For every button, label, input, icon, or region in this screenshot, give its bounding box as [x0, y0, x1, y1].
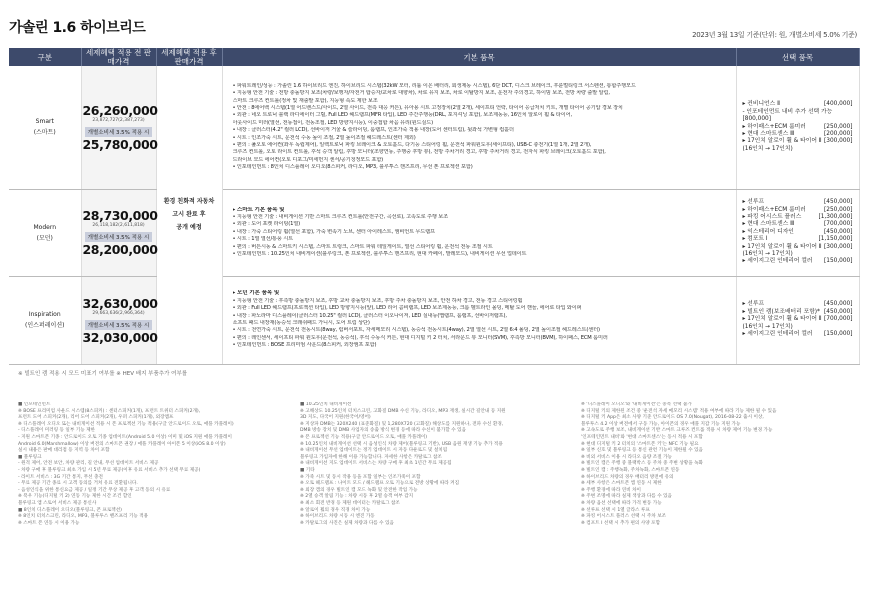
- note-line: ※ 일부 신호 및 블루링크 등 통신 관련 기능이 제한될 수 있음: [581, 448, 703, 454]
- note-line: ※ 비외 서비스 이용 시 라디오 음량 조절 가능: [581, 454, 672, 460]
- price-before-breakdown: 29,663,636(2,966,364): [92, 310, 145, 316]
- basic-item: • 편의 : 풀오토 에어컨(좌우 독립제어), 일렉트로닉 파킹 브레이크 & 오토홀드, 다기능 스티어링 휠, 운전석 파워윈도우(세이프티), USB-C 충전기(1열 1개, 2열 2개),: [232, 142, 592, 149]
- note-line: ※ 파킹 어시스트 플러스 선택 시 주차 보조: [581, 514, 667, 520]
- note-line: ※ 디지털 키 App은 최소 사양 기준 안드로이드 OS 7.0(Nougat), 2016-08-22 출시 이상,: [581, 415, 764, 421]
- note-line: DMB 방송 장치 및 DMB 사업자의 송출 방식 변경 등에 따라 수신이 불가할 수 있음: [300, 428, 467, 434]
- basic-items-cell: [222, 189, 736, 276]
- note-line: ※ 현대 디지털 키 2 터치의 '스마트폰 키'는 NFC 기능 필요: [581, 441, 699, 447]
- option-item: ▸ 하이패스+ECM 룸미러 [250,000]: [742, 206, 853, 213]
- notes-column-3: [581, 402, 859, 527]
- header-price-after: 세제혜택 적용 후 판매가격: [156, 48, 222, 66]
- note-line: '인포테인먼트 내비'와 '현대 스마트센스'는 동시 적용 시 포함: [581, 434, 703, 440]
- note-line: - 디스플레이 미러링 등 일부 기능 제한: [18, 428, 95, 434]
- note-line: - 원격 제어, 안전 보안, 차량 관리, 길 안내, 무선 업데이트 서비스 제공: [18, 461, 159, 467]
- basic-item: • 파워트레인/성능 : 가솔린 1.6 하이브리드 엔진, 하이브리드 시스템(32kW 모터, 리튬 이온 배터리, 회생제동 시스템), 6단 DCT, 디스크 브레이크, 후륜멀티링크 서스펜션, 통합주행모드: [232, 82, 636, 89]
- note-line: ※ 하이브리드 차량 시동 시 엔진 가동: [300, 514, 375, 520]
- table-footnote: ※ 빌트인 캠 적용 시 모드 미표기 여부를 ※ HEV 배지 부품추가 여부를: [18, 371, 188, 377]
- option-item: (16인치 → 17인치): [742, 323, 793, 330]
- option-item: (16인치 → 17인치): [742, 145, 793, 152]
- note-line: 블루링크 앱 스토어 서비스 제공 통신사: [18, 500, 97, 506]
- header-option-items: 선택 품목: [736, 48, 859, 66]
- note-line: ※ 폰 프로젝션 기능 적용(구글 안드로이드 오토, 애플 카플레이): [300, 434, 428, 440]
- note-line: ※ 차량 옵션 선택에 따라 가격 변동 가능: [581, 500, 662, 506]
- option-item: ▸ 세이지그린 인테리어 컬러 [150,000]: [742, 258, 853, 265]
- option-item: ▸ 선루프 [450,000]: [742, 301, 853, 308]
- note-line: - 무료 제공 기간 종료 시 고객 동의를 거쳐 유료 전환됩니다.: [18, 481, 138, 487]
- price-cell: [81, 189, 156, 276]
- price-before-breakdown: 26,118,182(2,611,818): [92, 223, 145, 228]
- option-item: [800,000]: [742, 116, 771, 123]
- trim-subname: (모던): [36, 234, 53, 242]
- note-line: ※ 내비게이션 지도 업데이트 서비스는 차량 구매 후 최초 1년간 무료 제공됨: [300, 461, 452, 467]
- option-item: ▸ 현대 스마트센스 Ⅲ [200,000]: [742, 130, 853, 137]
- price-date-note: 2023년 3월 13일 기준(단위: 원, 개별소비세 5.0% 기준): [692, 31, 857, 39]
- note-line: ※ 스마트 폰 연동 시 이용 가능: [18, 520, 80, 526]
- basic-item: • 지능형 안전 기술 : 전방 충돌방지 보조(차량/보행자/자전거 탑승자/교차로 대향차), 차로 유지 보조, 차로 이탈방지 보조, 운전자 주의경고, 하이빔 보조, 전방 차량 출발 알림,: [232, 90, 610, 97]
- table-row: [9, 189, 859, 276]
- basic-items-cell: [222, 66, 736, 189]
- price-before: 28,730,000: [82, 208, 158, 223]
- trim-cell: [9, 189, 81, 276]
- note-line: ※ BOSE 프리미엄 사운드 시스템(8스피커) : 센터스피커(1개), 프런트 트위터 스피커(2개),: [18, 408, 201, 414]
- basic-item: • 내장 : 가죽 스티어링 휠(열선 포함), 가죽 변속기 노브, 센터 아이레스트, 앰비언트 무드램프: [232, 228, 435, 235]
- table-row: [9, 66, 859, 189]
- note-line: 3D 지도, 다국어 지원(한국어/영어): [300, 415, 371, 421]
- env-text-line: 고시 완료 후: [172, 211, 206, 219]
- note-line: ■ 기타: [300, 467, 315, 473]
- option-item: ▸ 익스테리어 디자인 [450,000]: [742, 228, 853, 235]
- note-line: ※ 디스플레이 오디오 또는 내비게이션 적용 시 폰 프로젝션 기능 적용(구글 안드로이드 오토, 애플 카플레이): [18, 421, 234, 427]
- option-items-cell: [736, 276, 859, 364]
- note-line: 실시 내용은 판매 대리점 등 지역 등 차이 포함: [18, 448, 110, 454]
- note-line: ※ 카탈로그의 사진은 실제 차량과 다를 수 있음: [300, 520, 394, 526]
- basic-item: • 편의 : 레인센서, 세이프티 파워 윈도우(운전석, 동승석), 후석 수동식 커튼, 현대 디지털 키 2 터치, 서라운드 뷰 모니터(SVM), 후측방 모니터(BVM), 하이패스, ECM 룸미러: [232, 334, 608, 341]
- note-line: ※ 알로이 휠의 경우 직경 차이 가능: [300, 507, 371, 513]
- note-line: ※ 세부 사항은 스마트폰 앱 연동 시 제한: [581, 481, 662, 487]
- note-line: ※ '디스플레이 오디오'와 '내비게이션'은 중복 선택 불가: [581, 402, 692, 407]
- trim-name: Modern: [33, 223, 56, 231]
- price-tax: 32,030,000: [82, 329, 158, 345]
- option-item: ▸ 17인치 알로이 휠 & 타이어 Ⅱ [300,000]: [742, 138, 853, 145]
- basic-item: • 시트 : 1열 열선/통풍 시트: [232, 236, 294, 243]
- price-cell: [81, 276, 156, 364]
- option-item: ▸ 17인치 알로이 휠 & 타이어 Ⅱ [300,000]: [742, 243, 853, 250]
- note-line: - 지원 스마트폰 기종 : 안드로이드 오토 기종 업데이트(Android 5.0 이상) 이미 및 iOS 지원 애플 카플레이: [18, 434, 232, 440]
- note-line: 블루링크 가입자에 한해 이용 가능합니다. 자세한 사항은 카탈로그 참조: [300, 454, 442, 460]
- notes-column-1: [18, 402, 286, 527]
- price-tax: 25,780,000: [82, 136, 158, 152]
- note-line: ※ 가죽 시트 및 동시 작용 등을 포함 일부는 인조가죽이 포함: [300, 474, 421, 480]
- basic-item: 소프트 패드 내장재(동승석 크래쉬패드 가니시, 도어 트림 상단): [232, 320, 370, 326]
- table-row: [9, 276, 859, 364]
- note-line: 프런트 도어 스피커(2개), 리어 도어 스피커(2개), 우퍼 스피커(1개), 외장앰프: [18, 415, 174, 421]
- note-line: ※ 고속도로 주행 보조, 내비게이션 기반 스마트 크루즈 컨트롤 적용 시 차량 제어 기능 변경 가능: [581, 428, 773, 434]
- basic-item: • 외관 : 도어 포켓 라이팅(1열): [232, 221, 301, 228]
- basic-item: • 외관 : Full LED 헤드램프(프로젝션 타입), LED 방향지시등(앞), LED 리어 콤비램프, LED 보조제동등, 크롬 벨트라인 몰딩, 메탈 도어 핸들, 에어로 타입 와이퍼: [232, 305, 582, 312]
- note-line: ※ 선루프 선택 시 1열 글라스 루프: [581, 507, 650, 513]
- tax-badge: 개별소비세 3.5% 적용 시: [85, 232, 153, 242]
- basic-item: 크루즈 컨트롤, 오토 라이트 컨트롤, 후석 승객 알림, 후방 모니터(조향연동, 주행중 후방 뷰), 전방 주차거리 경고, 후방 주차거리 경고, 전자식 파킹 브레이크(오토홀드 포함),: [232, 149, 606, 156]
- header-basic-items: 기본 품목: [222, 48, 736, 66]
- table-header: [9, 48, 859, 66]
- option-items-cell: [736, 66, 859, 189]
- note-line: ※ 컴포트 Ⅰ 선택 시 추가 편의 사양 포함: [581, 520, 661, 526]
- note-line: ※ 주행 환경에 따라 연비 차이: [581, 487, 641, 493]
- option-items-cell: [736, 189, 859, 276]
- option-item: ▸ 현대 스마트센스 Ⅲ [700,000]: [742, 221, 853, 228]
- basic-item: • 편의 : 버튼시동 & 스마트키 시스템, 스마트 트렁크, 스마트 파워 테일게이트, 열선 스티어링 휠, 운전석 전동 조절 시트: [232, 243, 493, 250]
- basic-item: • 인포테인먼트 : 10.25인치 내비게이션(블루링크, 폰 프로젝션, 블루투스 핸즈프리, 현대 카페이, 발레모드), 내비게이션 무선 업데이트: [232, 251, 527, 258]
- note-line: ※ 빌트인 캠 : 주행녹화, 주차녹화, 스마트폰 연동: [581, 467, 680, 473]
- note-line: ■ 8인치 디스플레이 오디오(블루링크, 폰 프로젝션): [18, 507, 122, 513]
- header-trim: 구분: [9, 48, 81, 66]
- note-line: 블루투스 4.2 이상 버전에서 구동 가능, 아이폰의 경우 애플 지갑 기능 지원 가능: [581, 421, 741, 427]
- notes-column-2: [300, 402, 568, 527]
- note-line: ※ 폭우 기능(디지털 키 2) 연동 기능 제한 시간 조건 할인: [18, 494, 132, 500]
- basic-item: • 지능형 안전 기술 : 내비게이션 기반 스마트 크루즈 컨트롤(안전구간, 곡선로), 고속도로 주행 보조: [232, 213, 448, 220]
- basic-item: 아웃사이드 미러(열선, 전동접이, 전동조절, LED 방향지시등), 이중접합 차음 유리(윈드실드): [232, 119, 433, 126]
- note-line: - 차량 구매 후 블루링크 최초 가입 시 5년 무료 제공(이후 유료 서비스 추가 선택 무료 제공): [18, 467, 201, 473]
- note-line: ※ 8인치 터치스크린, 라디오, MP3, 블루투스 핸즈프리 기능 적용: [18, 514, 149, 520]
- option-item: ▸ 컴포트 Ⅰ [1,150,000]: [742, 236, 853, 243]
- note-line: ※ 주변 조명에 따라 실제 색상과 다를 수 있음: [581, 494, 672, 500]
- basic-item: • 인포테인먼트 : 8인치 디스플레이 오디오(8스피커, 라디오, MP3, 블루투스 핸즈프리, 무선 폰 프로젝션 포함): [232, 164, 473, 171]
- note-line: - 라이트 서비스 : 3G 기간 통지, 무선 충전: [18, 474, 103, 480]
- note-line: ■ 블루링크: [18, 454, 42, 460]
- option-item: ▸ 세이지그린 인테리어 컬러 [150,000]: [742, 331, 853, 338]
- option-item: ▸ 파킹 어시스트 플러스 [1,300,000]: [742, 213, 853, 220]
- note-line: ※ 하이브리드 차량의 경우 배터리 방전에 유의: [581, 474, 674, 480]
- tax-badge: 개별소비세 3.5% 적용 시: [85, 127, 153, 137]
- basic-item: • 내장 : 파노라마 디스플레이(클러스터 10.25" 컬러 LCD), 클러스터 이오나이저, LED 실내등(맵램프, 룸램프, 선바이저램프),: [232, 312, 507, 319]
- price-table: [9, 48, 860, 365]
- price-before: 32,630,000: [82, 295, 158, 311]
- page-title: 가솔린 1.6 하이브리드: [9, 20, 146, 36]
- basic-item: • 시트 : 인조가죽 시트, 운전석 수동 높이 조절, 2열 높이조절 헤드레스트(센터 제외): [232, 134, 416, 141]
- basic-items-cell: [222, 276, 736, 364]
- note-line: ※ 2열 승객 알림 기능 : 차량 시동 후 2열 승객 여부 감지: [300, 494, 414, 500]
- header-price-before: 세제혜택 적용 전 판매가격: [81, 48, 156, 66]
- note-line: ※ 내비게이션 무선 업데이트는 정기 업데이트 시 자동 다운로드 및 설치됨: [300, 448, 448, 454]
- env-cell: [156, 66, 222, 364]
- basic-item: ▸ 모던 기본 품목 및: [232, 290, 280, 297]
- option-item: ▸ 컨비니언스 Ⅱ [400,000]: [742, 101, 853, 108]
- price-cell: [81, 66, 156, 189]
- note-line: ■ 10.25인치 내비게이션: [300, 402, 352, 407]
- basic-item: 드라이브 모드 에어컨(오토 디포그/미세먼지 센서/공기청정모드 포함): [232, 156, 384, 163]
- basic-item: • 내장 : 클러스터(4.2" 컬러 LCD), 선바이저 거울 & 슬라이딩, 룸램프, 인조가죽 적용 내장(도어 센터트림), 뒷좌석 가변형 컵홀더: [232, 127, 514, 134]
- note-line: ※ 오토 헤드램프 : 나이트 모드 / 헤드램프 오토 기능으로 전방 상황에 따라 켜짐: [300, 481, 460, 487]
- trim-name: Smart: [35, 118, 54, 126]
- price-tax: 28,200,000: [82, 242, 158, 257]
- basic-item: • 안전 : 8에어백 시스템(1열 어드밴스드/사이드, 2열 사이드, 전측 대응 커튼), 유아용 시트 고정장치(2열 2개), 세이프티 언락, 타이어 응급처치 키트, 개별 타이어 공기압 경보 장치: [232, 105, 623, 112]
- note-line: ※ 외장 캠의 경우 빌트인 캠 모드 녹화 및 안전한 작업 가능: [300, 487, 418, 493]
- option-item: ▸ 빌트인 캠(보조배터리 포함)* [450,000]: [742, 308, 853, 315]
- tax-badge: 개별소비세 3.5% 적용 시: [85, 320, 153, 330]
- note-line: Android 6.0(Marshmallow) 이상 버전의 스마트폰 권장 / 애플 카플레이 아이폰 5 이상(iOS 8.0 이상): [18, 441, 226, 447]
- price-before-breakdown: 23,872,727(2,387,273): [92, 117, 145, 123]
- note-line: ■ 인포테인먼트: [18, 402, 51, 407]
- note-line: ※ 빌트인 캠은 주행 중 블랙박스 등 주차 중 주변 상황을 녹화: [581, 461, 703, 467]
- basic-item: 스마트 크루즈 컨트롤(정차 및 재출발 포함), 지능형 속도 제한 보조: [232, 97, 378, 104]
- note-line: ※ 디지털 키의 제한된 조건 중 '운전석 자세 메모리 시스템' 적용 여부에 따라 기능 제한 될 수 있음: [581, 408, 777, 414]
- basic-item: • 시트 : 천연가죽 시트, 운전석 전동시트(8way, 럼버서포트, 자세메모리 시스템), 동승석 전동시트(4way), 2열 열선 시트, 2열 6:4 폴딩, 2열 높이조절 헤드레스트(센터): [232, 327, 600, 334]
- option-item: ▸ 하이패스+ECM 룸미러 [250,000]: [742, 123, 853, 130]
- note-line: ※ 최소 회전 반경 등 제원 데이터는 카탈로그 참조: [300, 500, 400, 506]
- price-before: 26,260,000: [82, 102, 158, 118]
- trim-subname: (인스퍼레이션): [25, 322, 65, 329]
- option-item: - 인포테인먼트 내비 추가 선택 가능: [742, 108, 833, 115]
- trim-cell: [9, 276, 81, 364]
- option-item: (16인치 → 17인치): [742, 251, 793, 258]
- basic-item: • 인포테인먼트 : BOSE 프리미엄 사운드(8스피커, 외장앰프 포함): [232, 342, 377, 349]
- basic-item: • 지능형 안전 기술 : 후측방 충돌방지 보조, 후방 교차 충돌방지 보조, 후방 주차 충돌방지 보조, 안전 하차 경고, 전동 경고 스티어링휠: [232, 297, 523, 304]
- basic-item: • 외관 : 네오 트로닉 블랙 라디에이터 그릴, Full LED 헤드램프(MFR 타입), LED 주간주행등(DRL, 포지셔닝 포함), 보조제동등, 16인치 알로이 휠 & 타이어,: [232, 112, 572, 119]
- env-text-line: 환경 친화적 자동차: [163, 198, 215, 206]
- trim-cell: [9, 66, 81, 189]
- note-line: - 음성인식을 위한 통신요금 제공 / 일정 기간 무상 제공 후 고객 동의 시 유료: [18, 487, 171, 493]
- trim-subname: (스마트): [33, 129, 56, 137]
- basic-item: ▸ 스마트 기본 품목 및: [232, 206, 285, 213]
- option-item: ▸ 17인치 알로이 휠 & 타이어 Ⅱ [700,000]: [742, 316, 853, 323]
- option-item: ▸ 선루프 [450,000]: [742, 199, 853, 206]
- note-line: ※ 10.25인치 내비게이션 선택 시 음성인식 차량 제어(블루링크 기반), USB 음원 재생 기능 추가 적용: [300, 441, 503, 447]
- env-text-line: 공개 예정: [176, 224, 202, 232]
- trim-name: Inspiration: [28, 311, 61, 318]
- note-line: ※ 고해상도 10.25인치 터치스크린, 고화질 DMB 수신 기능, 라디오, MP3 재생, 실시간 길안내 등 지원: [300, 408, 506, 414]
- note-line: ※ 지상파 DMB는 320X240 (표준화질) 및 1,280X720 (고화질) 해상도를 지원하나, 전파 수신 환경,: [300, 421, 504, 427]
